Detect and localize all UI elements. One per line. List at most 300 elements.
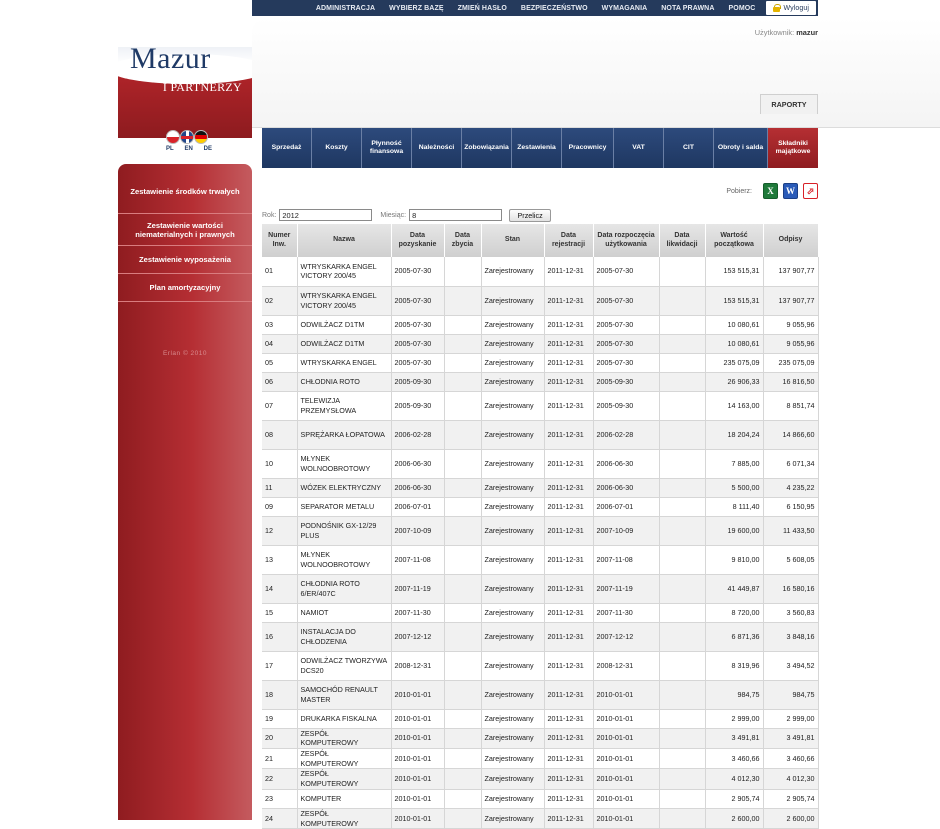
cell-data-pozyskanie: 2008-12-31 [391,651,444,680]
cell-numer: 17 [262,651,297,680]
cell-stan: Zarejestrowany [481,728,544,748]
col-data-pozyskanie[interactable]: Data pozyskanie [391,224,444,257]
cell-nazwa: MŁYNEK WOLNOOBROTOWY [297,449,391,478]
cell-nazwa: ZESPÓŁ KOMPUTEROWY [297,728,391,748]
cell-nazwa: NAMIOT [297,603,391,622]
cell-odpisy: 16 816,50 [763,372,818,391]
cell-data-zbycia [444,574,481,603]
cell-odpisy: 235 075,09 [763,353,818,372]
cell-odpisy: 14 866,60 [763,420,818,449]
cell-odpisy: 6 071,34 [763,449,818,478]
flag-pl-icon[interactable] [166,130,180,144]
cell-odpisy: 2 600,00 [763,808,818,828]
table-row[interactable] [262,315,818,334]
cell-numer: 22 [262,769,297,789]
cell-data-rozpoczecia: 2010-01-01 [593,808,659,828]
cell-data-pozyskanie: 2007-10-09 [391,516,444,545]
cell-data-pozyskanie: 2010-01-01 [391,728,444,748]
cell-numer: 09 [262,497,297,516]
table-row[interactable] [262,748,818,768]
cell-data-rejestracji: 2011-12-31 [544,353,593,372]
module-tabs [262,128,818,168]
excel-export-icon[interactable]: X [763,183,778,199]
cell-data-pozyskanie: 2010-01-01 [391,680,444,709]
cell-stan: Zarejestrowany [481,420,544,449]
cell-data-rejestracji: 2011-12-31 [544,769,593,789]
cell-data-zbycia [444,420,481,449]
cell-data-likwidacji [659,603,705,622]
cell-wartosc-poczatkowa: 41 449,87 [705,574,763,603]
cell-numer: 07 [262,391,297,420]
cell-stan: Zarejestrowany [481,789,544,808]
cell-wartosc-poczatkowa: 6 871,36 [705,622,763,651]
cell-data-pozyskanie: 2005-07-30 [391,257,444,286]
nav-bezpieczenstwo[interactable]: BEZPIECZEŃSTWO [520,4,588,12]
cell-wartosc-poczatkowa: 5 500,00 [705,478,763,497]
year-label: Rok: [262,211,277,219]
cell-data-likwidacji [659,315,705,334]
col-nazwa[interactable]: Nazwa [297,224,391,257]
cell-data-pozyskanie: 2005-09-30 [391,391,444,420]
nav-wybierz-baze[interactable]: WYBIERZ BAZĘ [389,4,444,12]
copyright-text: Erlan © 2010 [162,350,208,357]
logout-label: Wyloguj [783,4,809,12]
tab-zestawienia[interactable]: Zestawienia [512,128,562,168]
logo-subtitle: I PARTNERZY [162,80,242,94]
cell-data-pozyskanie: 2007-11-30 [391,603,444,622]
cell-stan: Zarejestrowany [481,603,544,622]
cell-odpisy: 3 494,52 [763,651,818,680]
cell-data-pozyskanie: 2005-07-30 [391,353,444,372]
cell-data-zbycia [444,709,481,728]
cell-data-rejestracji: 2011-12-31 [544,651,593,680]
cell-odpisy: 2 999,00 [763,709,818,728]
cell-data-zbycia [444,497,481,516]
cell-data-likwidacji [659,651,705,680]
cell-data-zbycia [444,334,481,353]
cell-numer: 21 [262,748,297,768]
cell-nazwa: WTRYSKARKA ENGEL VICTORY 200/45 [297,286,391,315]
sidebar-item-srodki-trwale[interactable]: Zestawienie środków trwałych [118,164,252,214]
tab-naleznosci[interactable]: Należności [412,128,462,168]
cell-data-zbycia [444,353,481,372]
cell-data-zbycia [444,516,481,545]
cell-numer: 05 [262,353,297,372]
cell-data-rozpoczecia: 2007-10-09 [593,516,659,545]
cell-nazwa: MŁYNEK WOLNOOBROTOWY [297,545,391,574]
sidebar-menu [118,164,252,820]
language-labels [166,146,212,152]
cell-data-likwidacji [659,449,705,478]
cell-data-pozyskanie: 2006-06-30 [391,449,444,478]
month-label: Miesiąc: [380,211,407,219]
flag-de-icon[interactable] [194,130,208,144]
table-row[interactable] [262,353,818,372]
cell-data-rozpoczecia: 2007-11-30 [593,603,659,622]
cell-stan: Zarejestrowany [481,286,544,315]
table-row[interactable] [262,603,818,622]
cell-data-likwidacji [659,391,705,420]
user-label: Użytkownik: [754,28,795,37]
cell-data-likwidacji [659,286,705,315]
cell-numer: 06 [262,372,297,391]
table-row[interactable] [262,769,818,789]
cell-stan: Zarejestrowany [481,748,544,768]
cell-numer: 02 [262,286,297,315]
cell-odpisy: 137 907,77 [763,257,818,286]
cell-wartosc-poczatkowa: 2 600,00 [705,808,763,828]
cell-wartosc-poczatkowa: 26 906,33 [705,372,763,391]
cell-nazwa: ODWILŻACZ TWORZYWA DCS20 [297,651,391,680]
cell-data-zbycia [444,257,481,286]
lock-icon [773,4,780,12]
cell-numer: 11 [262,478,297,497]
cell-stan: Zarejestrowany [481,334,544,353]
table-row[interactable] [262,478,818,497]
table-row[interactable] [262,497,818,516]
table-row[interactable] [262,286,818,315]
cell-wartosc-poczatkowa: 9 810,00 [705,545,763,574]
cell-nazwa: PODNOŚNIK GX-12/29 PLUS [297,516,391,545]
cell-nazwa: SEPARATOR METALU [297,497,391,516]
tab-vat[interactable]: VAT [614,128,664,168]
cell-data-pozyskanie: 2010-01-01 [391,808,444,828]
cell-data-zbycia [444,789,481,808]
cell-numer: 12 [262,516,297,545]
table-row[interactable] [262,709,818,728]
cell-odpisy: 8 851,74 [763,391,818,420]
cell-data-rejestracji: 2011-12-31 [544,372,593,391]
lang-pl-label[interactable]: PL [166,146,174,152]
cell-wartosc-poczatkowa: 2 999,00 [705,709,763,728]
cell-data-zbycia [444,680,481,709]
cell-data-likwidacji [659,574,705,603]
cell-odpisy: 4 235,22 [763,478,818,497]
flag-en-icon[interactable] [180,130,194,144]
cell-data-zbycia [444,603,481,622]
cell-data-rozpoczecia: 2006-06-30 [593,478,659,497]
tab-obroty-i-salda[interactable]: Obroty i salda [714,128,768,168]
cell-nazwa: SAMOCHÓD RENAULT MASTER [297,680,391,709]
cell-wartosc-poczatkowa: 7 885,00 [705,449,763,478]
cell-numer: 13 [262,545,297,574]
cell-nazwa: WTRYSKARKA ENGEL VICTORY 200/45 [297,257,391,286]
table-row[interactable] [262,574,818,603]
cell-wartosc-poczatkowa: 8 720,00 [705,603,763,622]
sidebar-item-wyposazenie[interactable]: Zestawienie wyposażenia [118,246,252,274]
recalculate-button[interactable]: Przelicz [509,209,551,222]
cell-odpisy: 2 905,74 [763,789,818,808]
cell-data-zbycia [444,728,481,748]
cell-odpisy: 3 460,66 [763,748,818,768]
cell-wartosc-poczatkowa: 8 111,40 [705,497,763,516]
table-row[interactable] [262,257,818,286]
cell-numer: 15 [262,603,297,622]
col-odpisy[interactable]: Odpisy [763,224,818,257]
cell-data-pozyskanie: 2007-11-08 [391,545,444,574]
year-input[interactable] [279,209,372,221]
cell-wartosc-poczatkowa: 235 075,09 [705,353,763,372]
cell-data-likwidacji [659,622,705,651]
cell-data-pozyskanie: 2005-07-30 [391,334,444,353]
cell-data-rejestracji: 2011-12-31 [544,516,593,545]
cell-nazwa: CHŁODNIA ROTO 6/ER/407C [297,574,391,603]
table-row[interactable] [262,516,818,545]
cell-data-likwidacji [659,478,705,497]
tab-pracownicy[interactable]: Pracownicy [562,128,614,168]
cell-data-rozpoczecia: 2010-01-01 [593,769,659,789]
cell-numer: 10 [262,449,297,478]
cell-wartosc-poczatkowa: 19 600,00 [705,516,763,545]
cell-wartosc-poczatkowa: 10 080,61 [705,334,763,353]
assets-table [262,224,819,829]
language-switcher [164,130,214,160]
tab-raporty[interactable]: RAPORTY [760,94,818,114]
cell-data-rozpoczecia: 2005-07-30 [593,315,659,334]
cell-wartosc-poczatkowa: 153 515,31 [705,257,763,286]
cell-data-rozpoczecia: 2007-11-08 [593,545,659,574]
nav-nota-prawna[interactable]: NOTA PRAWNA [661,4,715,12]
report-filters [262,208,818,222]
cell-numer: 18 [262,680,297,709]
content-header [252,18,940,128]
cell-data-rozpoczecia: 2005-09-30 [593,391,659,420]
cell-data-rejestracji: 2011-12-31 [544,497,593,516]
logout-button[interactable] [766,1,816,15]
table-row[interactable] [262,334,818,353]
cell-stan: Zarejestrowany [481,545,544,574]
cell-data-rejestracji: 2011-12-31 [544,748,593,768]
cell-stan: Zarejestrowany [481,372,544,391]
left-sidebar [118,18,252,820]
tab-koszty[interactable]: Koszty [312,128,362,168]
nav-wymagania[interactable]: WYMAGANIA [601,4,648,12]
cell-data-rejestracji: 2011-12-31 [544,808,593,828]
pdf-export-icon[interactable]: ⬀ [803,183,818,199]
cell-data-rozpoczecia: 2006-06-30 [593,449,659,478]
lang-de-label[interactable]: DE [203,146,212,152]
cell-data-pozyskanie: 2007-11-19 [391,574,444,603]
export-label: Pobierz: [726,187,752,195]
cell-numer: 01 [262,257,297,286]
cell-numer: 14 [262,574,297,603]
table-row[interactable] [262,420,818,449]
cell-nazwa: ODWILŻACZ D1TM [297,315,391,334]
cell-data-likwidacji [659,709,705,728]
table-row[interactable] [262,680,818,709]
logo-name: Mazur [130,42,211,75]
cell-data-zbycia [444,372,481,391]
cell-data-rozpoczecia: 2008-12-31 [593,651,659,680]
user-name: mazur [796,28,818,37]
cell-data-zbycia [444,286,481,315]
cell-data-zbycia [444,449,481,478]
cell-numer: 08 [262,420,297,449]
cell-nazwa: ODWILŻACZ D1TM [297,334,391,353]
cell-data-zbycia [444,808,481,828]
cell-odpisy: 4 012,30 [763,769,818,789]
top-nav-bar [252,0,818,16]
cell-nazwa: WTRYSKARKA ENGEL [297,353,391,372]
cell-data-rozpoczecia: 2010-01-01 [593,680,659,709]
cell-data-zbycia [444,391,481,420]
cell-data-rejestracji: 2011-12-31 [544,574,593,603]
cell-stan: Zarejestrowany [481,709,544,728]
cell-data-rejestracji: 2011-12-31 [544,286,593,315]
cell-data-rejestracji: 2011-12-31 [544,709,593,728]
cell-data-rozpoczecia: 2010-01-01 [593,748,659,768]
cell-numer: 16 [262,622,297,651]
cell-wartosc-poczatkowa: 984,75 [705,680,763,709]
table-row[interactable] [262,622,818,651]
cell-data-likwidacji [659,420,705,449]
tab-sprzedaz[interactable]: Sprzedaż [262,128,312,168]
assets-table-wrapper [262,224,818,829]
cell-nazwa: CHŁODNIA ROTO [297,372,391,391]
cell-stan: Zarejestrowany [481,391,544,420]
col-data-rozpoczecia[interactable]: Data rozpoczęcia użytkowania [593,224,659,257]
cell-data-zbycia [444,769,481,789]
cell-stan: Zarejestrowany [481,497,544,516]
cell-data-rozpoczecia: 2006-02-28 [593,420,659,449]
cell-stan: Zarejestrowany [481,353,544,372]
cell-data-pozyskanie: 2005-07-30 [391,286,444,315]
cell-data-likwidacji [659,334,705,353]
cell-numer: 03 [262,315,297,334]
cell-data-rozpoczecia: 2006-07-01 [593,497,659,516]
cell-data-rozpoczecia: 2010-01-01 [593,789,659,808]
cell-numer: 04 [262,334,297,353]
cell-stan: Zarejestrowany [481,808,544,828]
cell-data-pozyskanie: 2010-01-01 [391,769,444,789]
company-logo[interactable] [118,18,252,138]
cell-data-likwidacji [659,808,705,828]
cell-wartosc-poczatkowa: 3 460,66 [705,748,763,768]
cell-numer: 23 [262,789,297,808]
cell-stan: Zarejestrowany [481,769,544,789]
current-user [755,28,818,37]
cell-data-rejestracji: 2011-12-31 [544,603,593,622]
col-numer[interactable]: Numer Inw. [262,224,297,257]
cell-nazwa: ZESPÓŁ KOMPUTEROWY [297,769,391,789]
cell-odpisy: 9 055,96 [763,334,818,353]
table-row[interactable] [262,372,818,391]
cell-data-rejestracji: 2011-12-31 [544,315,593,334]
cell-nazwa: KOMPUTER [297,789,391,808]
sidebar-item-wartosci-niematerialne[interactable]: Zestawienie wartości niematerialnych i prawnych [118,214,252,246]
cell-data-zbycia [444,315,481,334]
cell-odpisy: 3 491,81 [763,728,818,748]
cell-odpisy: 5 608,05 [763,545,818,574]
cell-wartosc-poczatkowa: 8 319,96 [705,651,763,680]
cell-data-rejestracji: 2011-12-31 [544,545,593,574]
table-row[interactable] [262,545,818,574]
col-data-likwidacji[interactable]: Data likwidacji [659,224,705,257]
cell-data-likwidacji [659,728,705,748]
cell-data-likwidacji [659,769,705,789]
cell-data-likwidacji [659,516,705,545]
cell-nazwa: ZESPÓŁ KOMPUTEROWY [297,808,391,828]
cell-data-pozyskanie: 2006-07-01 [391,497,444,516]
col-stan[interactable]: Stan [481,224,544,257]
cell-data-pozyskanie: 2010-01-01 [391,709,444,728]
table-header-row [262,224,818,257]
cell-odpisy: 11 433,50 [763,516,818,545]
cell-nazwa: WÓZEK ELEKTRYCZNY [297,478,391,497]
cell-data-rozpoczecia: 2005-07-30 [593,353,659,372]
cell-odpisy: 9 055,96 [763,315,818,334]
cell-nazwa: SPRĘŻARKA ŁOPATOWA [297,420,391,449]
col-data-zbycia[interactable]: Data zbycia [444,224,481,257]
nav-administracja[interactable]: ADMINISTRACJA [315,4,376,12]
main-content [252,18,940,828]
table-row[interactable] [262,728,818,748]
cell-data-rejestracji: 2011-12-31 [544,334,593,353]
cell-data-zbycia [444,545,481,574]
col-data-rejestracji[interactable]: Data rejestracji [544,224,593,257]
cell-data-likwidacji [659,545,705,574]
tab-zobowiazania[interactable]: Zobowiązania [462,128,512,168]
cell-wartosc-poczatkowa: 10 080,61 [705,315,763,334]
cell-wartosc-poczatkowa: 153 515,31 [705,286,763,315]
cell-data-rozpoczecia: 2010-01-01 [593,709,659,728]
cell-odpisy: 6 150,95 [763,497,818,516]
cell-data-likwidacji [659,789,705,808]
cell-data-rozpoczecia: 2007-11-19 [593,574,659,603]
cell-data-rejestracji: 2011-12-31 [544,728,593,748]
cell-odpisy: 3 560,83 [763,603,818,622]
cell-data-likwidacji [659,680,705,709]
cell-data-pozyskanie: 2006-06-30 [391,478,444,497]
cell-stan: Zarejestrowany [481,315,544,334]
cell-stan: Zarejestrowany [481,574,544,603]
month-input[interactable] [409,209,502,221]
cell-data-rejestracji: 2011-12-31 [544,391,593,420]
col-wartosc-poczatkowa[interactable]: Wartość początkowa [705,224,763,257]
cell-data-rozpoczecia: 2005-07-30 [593,257,659,286]
table-row[interactable] [262,391,818,420]
table-row[interactable] [262,651,818,680]
cell-data-likwidacji [659,372,705,391]
cell-data-zbycia [444,748,481,768]
tab-plynnosc-finansowa[interactable]: Płynność finansowa [362,128,412,168]
table-row[interactable] [262,808,818,828]
word-export-icon[interactable]: W [783,183,798,199]
cell-data-rejestracji: 2011-12-31 [544,420,593,449]
tab-skladniki-majatkowe[interactable]: Składniki majątkowe [768,128,818,168]
table-row[interactable] [262,449,818,478]
sidebar-item-plan-amortyzacyjny[interactable]: Plan amortyzacyjny [118,274,252,302]
table-row[interactable] [262,789,818,808]
cell-numer: 20 [262,728,297,748]
cell-data-rozpoczecia: 2010-01-01 [593,728,659,748]
cell-data-pozyskanie: 2007-12-12 [391,622,444,651]
nav-pomoc[interactable]: POMOC [728,4,756,12]
cell-data-rejestracji: 2011-12-31 [544,449,593,478]
cell-stan: Zarejestrowany [481,449,544,478]
cell-data-pozyskanie: 2005-09-30 [391,372,444,391]
cell-wartosc-poczatkowa: 18 204,24 [705,420,763,449]
cell-data-pozyskanie: 2006-02-28 [391,420,444,449]
lang-en-label[interactable]: EN [184,146,193,152]
cell-data-rejestracji: 2011-12-31 [544,257,593,286]
nav-zmien-haslo[interactable]: ZMIEŃ HASŁO [457,4,507,12]
cell-wartosc-poczatkowa: 2 905,74 [705,789,763,808]
tab-cit[interactable]: CIT [664,128,714,168]
cell-stan: Zarejestrowany [481,680,544,709]
cell-data-zbycia [444,478,481,497]
cell-data-zbycia [444,622,481,651]
